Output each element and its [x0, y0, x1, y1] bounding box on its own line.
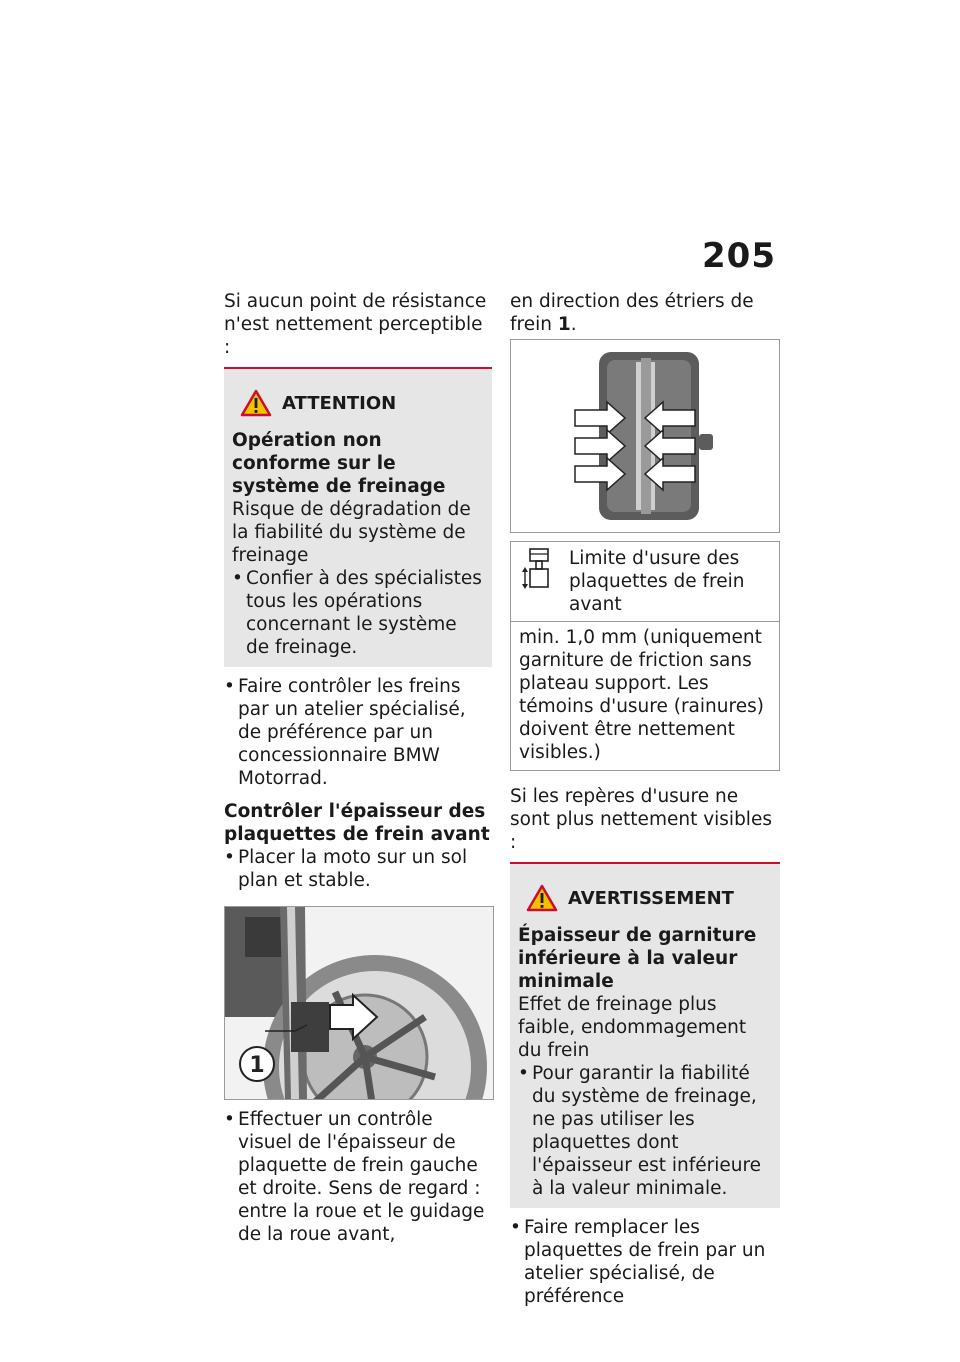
attention-heading: Opération non conforme sur le système de freinage — [232, 430, 446, 497]
continuation-end: . — [570, 314, 577, 335]
warning-risk: Effet de freinage plus faible, endommagement du frein — [518, 994, 747, 1061]
front-wheel-illustration — [225, 907, 493, 1099]
bullet-inspect: • Effectuer un contrôle visuel de l'épaisseur de plaquette de frein gauche et droite. Sens de regard : entre la roue et le guidage de la roue avant, — [224, 1108, 492, 1246]
intro2-text: Si les repères d'usure ne sont plus nettement visibles : — [510, 786, 772, 853]
warning-triangle-icon — [526, 884, 558, 912]
wear-limit-spec — [510, 541, 780, 771]
warning-action: • Pour garantir la fiabilité du système de freinage, ne pas utiliser les plaquettes dont l'épaisseur est inférieure à la valeur minimale. — [518, 1062, 772, 1200]
brake-caliper-illustration — [511, 340, 779, 532]
spec-title: Limite d'usure des plaquettes de frein avant — [569, 548, 745, 615]
continuation-part: en direction des étriers de frein — [510, 291, 754, 335]
warning-callout — [510, 862, 780, 1208]
right-column — [510, 290, 780, 1308]
wear-limit-gauge-icon — [517, 547, 559, 591]
continuation-ref: 1 — [557, 314, 571, 335]
attention-title: ATTENTION — [282, 392, 397, 414]
bullet-replace-pads: • Faire remplacer les plaquettes de frein par un atelier spécialisé, de préférence — [510, 1216, 780, 1308]
continuation-text — [510, 290, 780, 336]
bullet-check-brakes: • Faire contrôler les freins par un atelier spécialisé, de préférence par un concessionnaire BMW Motorrad. — [224, 675, 492, 790]
intro-text: Si aucun point de résistance n'est nettement perceptible : — [224, 291, 487, 358]
attention-risk: Risque de dégradation de la fiabilité du système de freinage — [232, 499, 471, 566]
attention-callout — [224, 367, 492, 667]
bullet-place-bike: • Placer la moto sur un sol plan et stable. — [224, 846, 492, 892]
spec-value: min. 1,0 mm (uniquement garniture de friction sans plateau support. Les témoins d'usure (rainures) doivent être nettement visibles.) — [519, 627, 764, 763]
warning-title: AVERTISSEMENT — [568, 887, 734, 909]
attention-action: • Confier à des spécialistes tous les opérations concernant le système de freinage. — [232, 567, 484, 659]
front-wheel-figure — [224, 906, 494, 1100]
section-title: Contrôler l'épaisseur des plaquettes de frein avant — [224, 801, 490, 845]
left-column — [224, 290, 492, 1246]
warning-triangle-icon — [240, 389, 272, 417]
warning-heading: Épaisseur de garniture inférieure à la valeur minimale — [518, 925, 757, 992]
page-number: 205 — [702, 236, 776, 276]
brake-caliper-figure — [510, 339, 780, 533]
figure-callout-label: 1 — [249, 1053, 265, 1078]
